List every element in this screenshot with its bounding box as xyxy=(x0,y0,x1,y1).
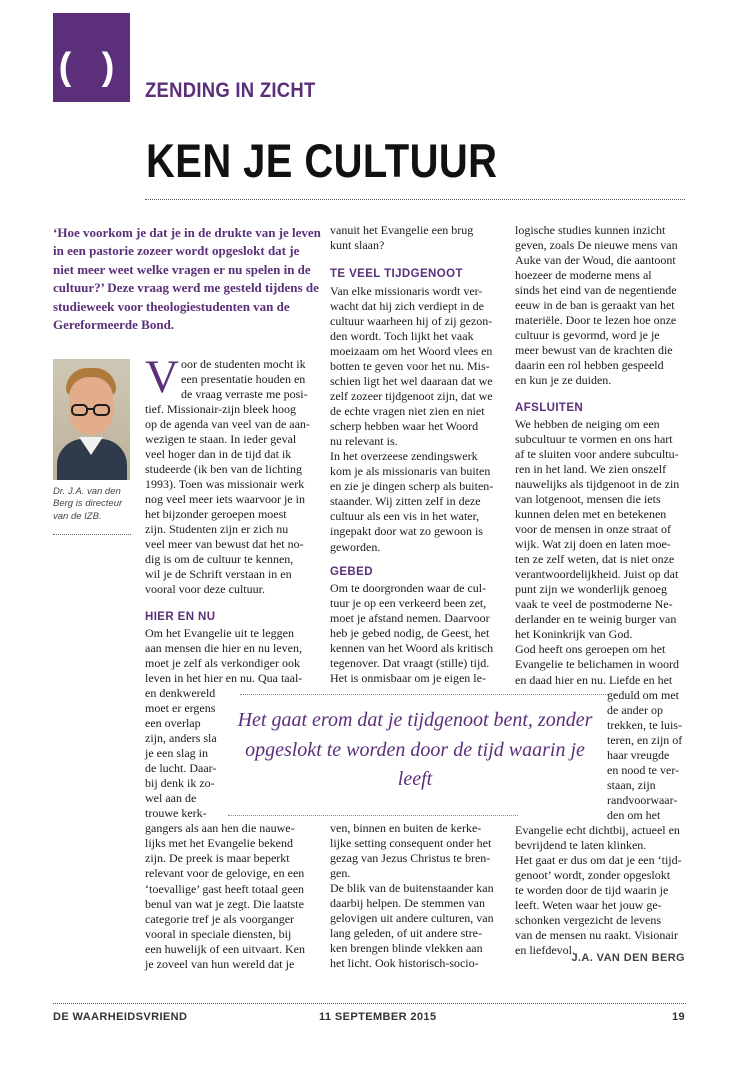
text-line: je een slag in xyxy=(145,746,208,761)
text-line: Het gaat er dus om dat je een ‘tijd- xyxy=(515,852,682,867)
text-line: en nood te ver- xyxy=(607,762,680,777)
text-line: vooral voor deze cultuur. xyxy=(145,582,265,597)
text-line: trouwe kerk- xyxy=(145,806,207,821)
pullquote-divider-bottom xyxy=(228,815,518,816)
text-line: tuur je op een verkeerd been zet, xyxy=(330,596,487,611)
footer-divider xyxy=(53,1003,686,1004)
text-line: geworden. xyxy=(330,539,381,554)
pullquote-divider-top xyxy=(240,694,618,695)
text-line: haar vreugde xyxy=(607,747,670,762)
text-line: Evangelie te belichamen in woord xyxy=(515,657,679,672)
text-line: een overlap xyxy=(145,716,201,731)
text-line: relevant voor de gelovige, en een xyxy=(145,866,305,881)
section-rubric: ZENDING IN ZICHT xyxy=(145,79,316,102)
text-line: het Koninkrijk van God. xyxy=(515,627,633,642)
text-line: de echte vragen niet zien en niet xyxy=(330,404,485,419)
text-line: staander. Wij zitten zelf in deze xyxy=(330,494,481,509)
section-heading: TE VEEL TIJDGENOOT xyxy=(330,268,463,280)
text-line: meer bewust van de krachten die xyxy=(515,343,673,358)
text-line: 1993). Toen was missionair werk xyxy=(145,477,305,492)
text-line: punt zijn we wonderlijk genoeg xyxy=(515,582,667,597)
article-intro: ‘Hoe voorkom je dat je in de drukte van je leven in een pastorie zozeer wordt opgeslokt dat je niet meer weet welke vragen er nu spelen in de cultuur?’ Deze vraag werd me gesteld tijdens de studieweek voor theologiestudenten van de Gereformeerde Bond. xyxy=(53,225,321,333)
text-line: veel meer van bewust dat het no- xyxy=(145,537,304,552)
text-line: vaak te veel de postmoderne Ne- xyxy=(515,597,673,612)
text-line: derlander en te weinig burger van xyxy=(515,612,677,627)
text-line: tief. Missionair-zijn bleek hoog xyxy=(145,402,297,417)
text-line: moet je afstand nemen. Daarvoor xyxy=(330,611,490,626)
text-line: Het is onmisbaar om je eigen le- xyxy=(330,671,486,686)
text-line: gangers als aan hen die nauwe- xyxy=(145,821,295,836)
text-line: materiële. Door te lezen hoe onze xyxy=(515,313,677,328)
text-line: en zie je dingen scherp als buiten- xyxy=(330,479,494,494)
text-line: teren, en zijn of xyxy=(607,732,683,747)
text-line: Evangelie echt dichtbij, actueel en xyxy=(515,822,680,837)
text-line: den wordt. Toch lijkt het vaak xyxy=(330,329,474,344)
text-line: leeft. Weten waar het jouw ge- xyxy=(515,897,662,912)
text-line: gezag van Jezus Christus te bren- xyxy=(330,851,491,866)
text-line: moeizaam om het Woord vlees en xyxy=(330,344,493,359)
text-line: je zoveel van hun wereld dat je xyxy=(145,956,295,971)
text-line: ‘toevallige’ gast heeft totaal geen xyxy=(145,881,305,896)
section-heading: HIER EN NU xyxy=(145,611,216,623)
text-line: Om te doorgronden waar de cul- xyxy=(330,581,487,595)
author-photo xyxy=(53,359,130,480)
text-line: en kun je ze duiden. xyxy=(515,373,612,388)
text-line: ken brengen blinde vlekken aan xyxy=(330,941,483,956)
text-line: kennen van het Woord als kritisch xyxy=(330,641,494,656)
text-line: We hebben de neiging om een xyxy=(515,417,660,431)
text-line: Van elke missionaris wordt ver- xyxy=(330,284,483,298)
text-line: lijks met het Evangelie bekend xyxy=(145,836,293,851)
text-line: zijn, anders sla xyxy=(145,731,217,746)
text-line: kunt slaan? xyxy=(330,238,385,253)
text-line: Auke van der Woud, die aantoont xyxy=(515,253,676,268)
caption-divider xyxy=(53,534,131,535)
text-line: wil je de Schrift verstaan in en xyxy=(145,567,292,582)
text-line: daarbij helpen. De stemmen van xyxy=(330,896,485,911)
text-line: kunnen delen met en betekenen xyxy=(515,507,667,522)
drop-cap: V xyxy=(145,351,179,403)
text-line: categorie tref je als voorganger xyxy=(145,911,295,926)
text-line: lang geleden, of uit andere stre- xyxy=(330,926,482,941)
text-line: te worden door de tijd waarin je xyxy=(515,882,669,897)
text-line: den om het xyxy=(607,807,661,822)
text-line: de lucht. Daar- xyxy=(145,761,217,776)
text-line: leven in het hier en nu. Qua taal- xyxy=(145,671,303,686)
text-line: schien ligt het wel daaraan dat we xyxy=(330,374,493,389)
text-line: Om het Evangelie uit te leggen xyxy=(145,626,294,640)
text-line: het bijzonder geroepen moest xyxy=(145,507,287,522)
text-line: oor de studenten mocht ik xyxy=(181,357,306,371)
text-line: en denkwereld xyxy=(145,686,216,701)
text-line: vooral in speciale diensten, bij xyxy=(145,926,292,941)
text-line: gen. xyxy=(330,866,351,881)
text-line: geduld om met xyxy=(607,687,679,702)
text-line: lijke setting consequent onder het xyxy=(330,836,492,851)
text-line: subcultuur te vormen en ons hart xyxy=(515,432,673,447)
footer-date: 11 SEPTEMBER 2015 xyxy=(319,1011,437,1023)
text-line: benul van wat je zegt. Die laatste xyxy=(145,896,304,911)
text-line: voor de mensen in onze straat of xyxy=(515,522,671,537)
text-line: In het overzeese zendingswerk xyxy=(330,449,478,464)
footer-magazine: DE WAARHEIDSVRIEND xyxy=(53,1011,188,1023)
text-line: moet je zelf als verkondiger ook xyxy=(145,656,300,671)
text-line: studeerde (ik ben van de lichting xyxy=(145,462,302,477)
logo-symbol: ( ) xyxy=(58,46,125,88)
text-line: zelf zozeer tijdgenoot zijn, dat we xyxy=(330,389,493,404)
text-line: dig is om de cultuur te kennen, xyxy=(145,552,294,567)
text-line: tegenover. Dat vraagt (stille) tijd. xyxy=(330,656,490,671)
text-line: De blik van de buitenstaander kan xyxy=(330,881,494,896)
text-line: botten te geven voor het nu. Mis- xyxy=(330,359,490,374)
text-line: en liefdevol. xyxy=(515,943,575,958)
text-line: sinds het eind van de negentiende xyxy=(515,283,677,298)
text-line: schonken vergezicht de levens xyxy=(515,912,662,927)
text-line: gelovigen uit andere culturen, van xyxy=(330,911,494,926)
text-line: van lotgenoot, mensen die iets xyxy=(515,492,661,507)
text-line: en daad hier en nu. Liefde en het xyxy=(515,672,673,687)
text-line: randvoorwaar- xyxy=(607,792,678,807)
text-line: hoezeer de moderne mens al xyxy=(515,268,652,283)
text-line: ren in het land. We zien onszelf xyxy=(515,462,667,477)
text-line: cultuur waarheen hij of zij gezon- xyxy=(330,314,493,329)
text-line: kom je als missionaris van buiten xyxy=(330,464,491,479)
text-line: een huwelijk of een uitvaart. Ken xyxy=(145,941,305,956)
text-line: trekken, te luis- xyxy=(607,717,682,732)
author-signature: J.A. VAN DEN BERG xyxy=(571,952,685,964)
section-heading: GEBED xyxy=(330,566,373,578)
text-line: daarin een rol hebben gespeeld xyxy=(515,358,664,373)
text-line: ven, binnen en buiten de kerke- xyxy=(330,821,482,835)
text-line: van de mensen nu raakt. Visionair xyxy=(515,928,679,943)
text-line: genoot’ wordt, zonder opgeslokt xyxy=(515,867,671,882)
section-heading: AFSLUITEN xyxy=(515,402,584,414)
text-line: vanuit het Evangelie een brug xyxy=(330,223,474,237)
text-line: logische studies kunnen inzicht xyxy=(515,223,666,237)
text-line: zijn. De preek is maar beperkt xyxy=(145,851,290,866)
text-line: de vraag verraste me posi- xyxy=(181,387,308,402)
text-line: God heeft ons geroepen om het xyxy=(515,642,666,657)
text-line: bevrijdend te laten klinken. xyxy=(515,837,647,852)
photo-caption: Dr. J.A. van den Berg is directeur van de IZB. xyxy=(53,486,123,522)
text-line: nog veel meer iets waarvoor je in xyxy=(145,492,305,507)
text-line: wijk. Wat zij doen en laten moe- xyxy=(515,537,671,552)
text-line: moet er ergens xyxy=(145,701,216,716)
text-line: heb je gebed nodig, de Geest, het xyxy=(330,626,490,641)
pull-quote: Het gaat erom dat je tijdgenoot bent, zonder opgeslokt te worden door de tijd waarin je leeft xyxy=(237,709,593,790)
text-line: wacht dat hij zich verdiept in de xyxy=(330,299,484,314)
text-line: een presentatie houden en xyxy=(181,372,306,387)
text-line: bij denk ik zo- xyxy=(145,776,215,791)
text-line: aan mensen die hier en nu leven, xyxy=(145,641,302,656)
magazine-logo xyxy=(53,13,130,102)
header-divider xyxy=(145,199,685,200)
text-line: het licht. Ook historisch-socio- xyxy=(330,956,479,971)
text-line: nu relevant is. xyxy=(330,434,398,449)
article-headline: KEN JE CULTUUR xyxy=(146,134,498,187)
text-line: ingepakt door wat zo gewoon is xyxy=(330,524,483,539)
text-line: ten ze zelf weten, dat is niet onze xyxy=(515,552,675,567)
text-line: op de agenda van veel van de aan- xyxy=(145,417,310,432)
text-line: wezigen te staan. In ieder geval xyxy=(145,432,297,447)
text-line: cultuur is gevormd, word je je xyxy=(515,328,660,343)
text-line: geven, zoals De nieuwe mens van xyxy=(515,238,678,253)
text-line: de ander op xyxy=(607,702,663,717)
text-line: verantwoordelijkheid. Juist op dat xyxy=(515,567,679,582)
text-line: af te sluiten voor andere subcultu- xyxy=(515,447,679,462)
footer-page-number: 19 xyxy=(672,1011,686,1023)
text-line: scherp hebben waar het Woord xyxy=(330,419,479,434)
text-line: veel hoger dan in de tijd dat ik xyxy=(145,447,292,462)
text-line: eeuw in de ban is geraakt van het xyxy=(515,298,675,313)
text-line: wel aan de xyxy=(145,791,197,806)
text-line: cultuur als een vis in het water, xyxy=(330,509,480,524)
text-line: zijn. Studenten zijn er zich nu xyxy=(145,522,289,537)
text-line: staan, zijn xyxy=(607,777,656,792)
text-line: nauwelijks als tijdgenoot in de zin xyxy=(515,477,680,492)
